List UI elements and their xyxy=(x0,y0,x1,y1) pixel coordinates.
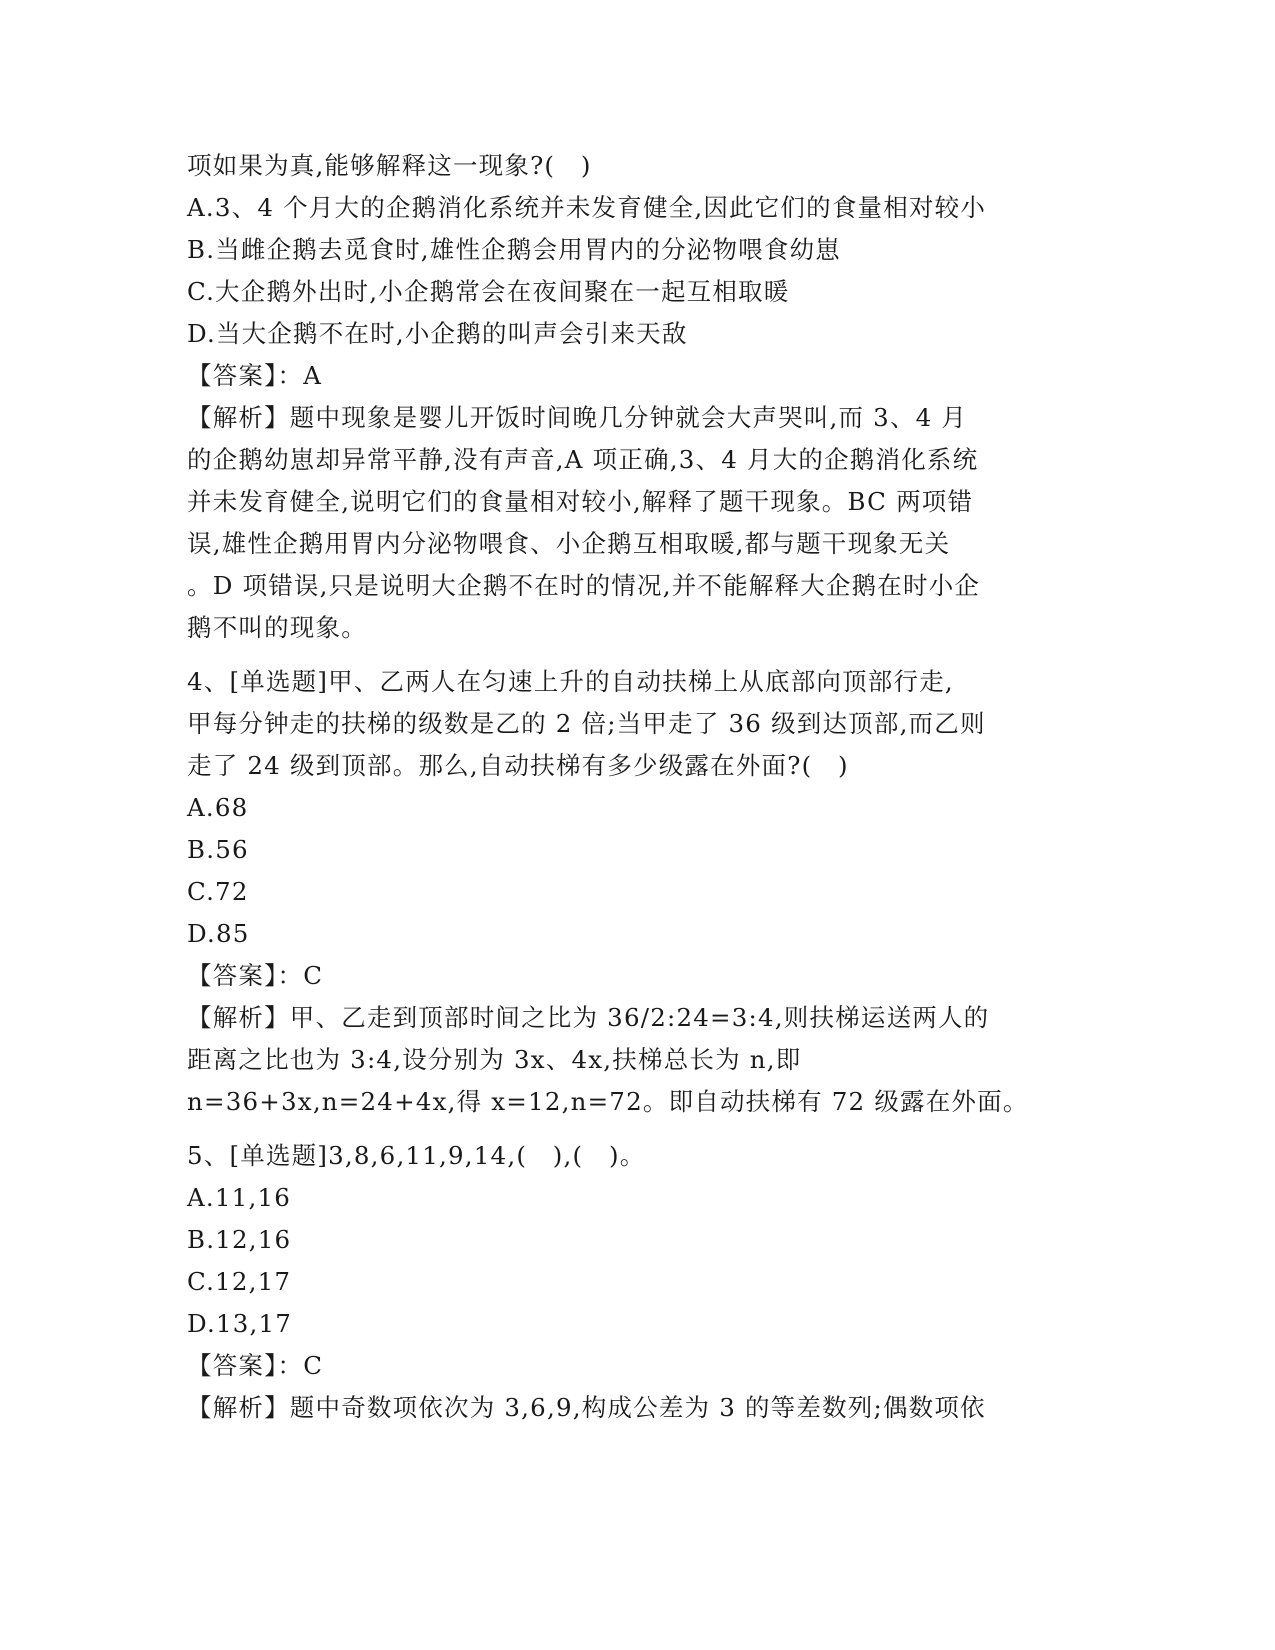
option-d: D.当大企鹅不在时,小企鹅的叫声会引来天敌 xyxy=(187,319,688,348)
analysis-line: 的企鹅幼崽却异常平静,没有声音,A 项正确,3、4 月大的企鹅消化系统 xyxy=(187,445,979,474)
analysis-line: 【解析】甲、乙走到顶部时间之比为 36/2:24=3:4,则扶梯运送两人的 xyxy=(187,1003,990,1032)
option-b: B.12,16 xyxy=(187,1225,292,1254)
question-3-tail xyxy=(187,145,1092,649)
answer-line: 【答案】：A xyxy=(187,361,323,390)
option-c: C.12,17 xyxy=(187,1267,292,1296)
option-a: A.68 xyxy=(187,793,249,822)
analysis-line: 【解析】题中奇数项依次为 3,6,9,构成公差为 3 的等差数列;偶数项依 xyxy=(187,1393,986,1422)
option-d: D.85 xyxy=(187,919,250,948)
question-stem-line: 项如果为真,能够解释这一现象?( ) xyxy=(187,151,592,180)
analysis-line: 鹅不叫的现象。 xyxy=(187,613,367,642)
document-body xyxy=(187,145,1092,1429)
option-d: D.13,17 xyxy=(187,1309,293,1338)
question-stem-line: 4、[单选题]甲、乙两人在匀速上升的自动扶梯上从底部向顶部行走, xyxy=(187,667,954,696)
option-c: C.72 xyxy=(187,877,249,906)
option-a: A.11,16 xyxy=(187,1183,292,1212)
option-a: A.3、4 个月大的企鹅消化系统并未发育健全,因此它们的食量相对较小 xyxy=(187,193,987,222)
question-4 xyxy=(187,661,1092,1123)
option-b: B.56 xyxy=(187,835,249,864)
analysis-line: 并未发育健全,说明它们的食量相对较小,解释了题干现象。BC 两项错 xyxy=(187,487,974,516)
analysis-line: 。D 项错误,只是说明大企鹅不在时的情况,并不能解释大企鹅在时小企 xyxy=(187,571,981,600)
analysis-line: 距离之比也为 3:4,设分别为 3x、4x,扶梯总长为 n,即 xyxy=(187,1045,802,1074)
question-5 xyxy=(187,1135,1092,1429)
option-b: B.当雌企鹅去觅食时,雄性企鹅会用胃内的分泌物喂食幼崽 xyxy=(187,235,841,264)
question-spacer xyxy=(187,649,1092,661)
option-c: C.大企鹅外出时,小企鹅常会在夜间聚在一起互相取暖 xyxy=(187,277,790,306)
analysis-line: n=36+3x,n=24+4x,得 x=12,n=72。即自动扶梯有 72 级露在外面。 xyxy=(187,1087,1029,1116)
question-stem-line: 甲每分钟走的扶梯的级数是乙的 2 倍;当甲走了 36 级到达顶部,而乙则 xyxy=(187,709,986,738)
question-stem-line: 走了 24 级到顶部。那么,自动扶梯有多少级露在外面?( ) xyxy=(187,751,849,780)
answer-line: 【答案】：C xyxy=(187,1351,324,1380)
analysis-line: 误,雄性企鹅用胃内分泌物喂食、小企鹅互相取暖,都与题干现象无关 xyxy=(187,529,951,558)
answer-line: 【答案】：C xyxy=(187,961,324,990)
question-spacer xyxy=(187,1123,1092,1135)
analysis-line: 【解析】题中现象是婴儿开饭时间晚几分钟就会大声哭叫,而 3、4 月 xyxy=(187,403,968,432)
question-stem-line: 5、[单选题]3,8,6,11,9,14,( ),( )。 xyxy=(187,1141,646,1170)
